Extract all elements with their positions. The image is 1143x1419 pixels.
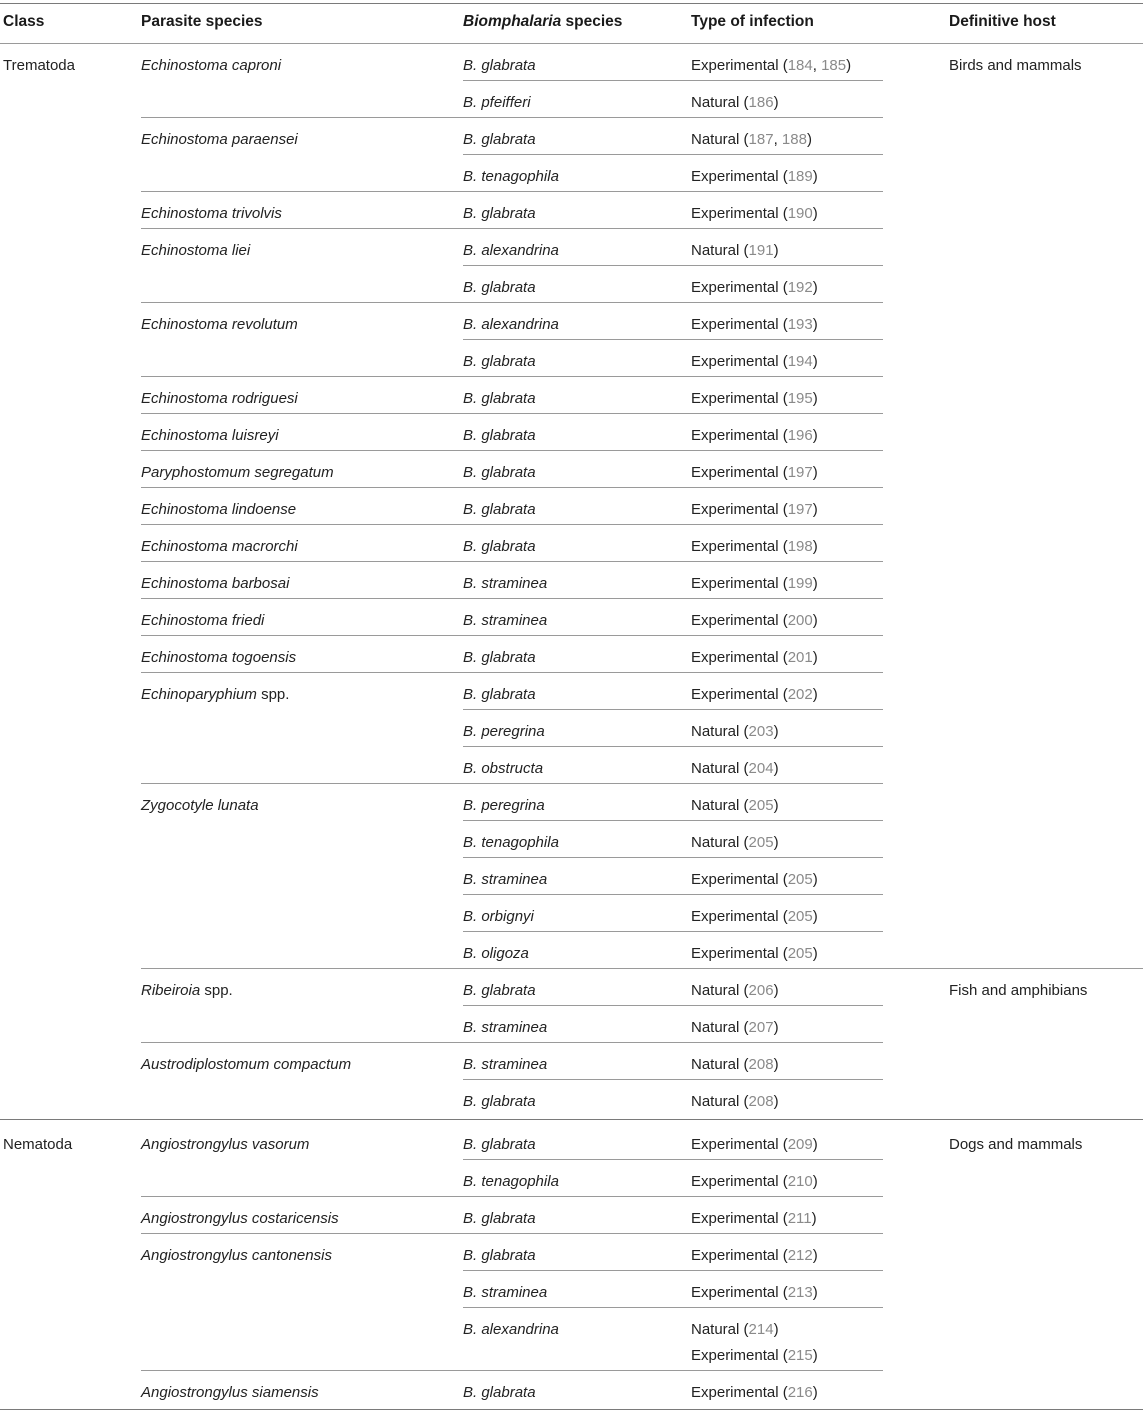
biomphalaria-species-cell: [463, 1210, 536, 1228]
biomphalaria-species-cell: [463, 168, 559, 186]
infection-type-cell: Experimental (205): [691, 871, 818, 888]
infection-type: Natural: [691, 1019, 740, 1036]
infection-type: Experimental: [691, 279, 779, 296]
parasite-species-name: Echinostoma barbosai: [141, 575, 290, 592]
row-separator: [141, 1370, 883, 1371]
infection-type: Natural: [691, 1093, 740, 1110]
parasite-species-cell: [141, 131, 298, 149]
biomphalaria-species-cell: [463, 1056, 547, 1074]
class-cell: [3, 1136, 72, 1154]
infection-type: Natural: [691, 242, 740, 259]
parasite-species-name: Paryphostomum segregatum: [141, 464, 334, 481]
row-separator: [141, 117, 883, 118]
infection-type: Natural: [691, 1056, 740, 1073]
biomphalaria-species-name: B. glabrata: [463, 57, 536, 74]
reference-number: 188: [781, 131, 807, 148]
parasite-species-cell: [141, 316, 298, 334]
parasite-species-name: Echinostoma friedi: [141, 612, 265, 629]
biomphalaria-species-name: B. tenagophila: [463, 834, 559, 851]
biomphalaria-species-name: B. alexandrina: [463, 316, 559, 333]
row-separator: [463, 154, 883, 155]
parasite-species-cell: [141, 1384, 319, 1402]
infection-type: Experimental: [691, 575, 779, 592]
biomphalaria-species-name: B. glabrata: [463, 1210, 536, 1227]
reference-number: 216: [787, 1384, 813, 1401]
header-biomphalaria-suffix: species: [561, 13, 623, 30]
infection-type-cell: Natural (203): [691, 723, 779, 740]
biomphalaria-species-cell: [463, 1247, 536, 1265]
infection-type: Experimental: [691, 501, 779, 518]
biomphalaria-species-name: B. tenagophila: [463, 1173, 559, 1190]
biomphalaria-species-cell: [463, 464, 536, 482]
row-separator: [141, 450, 883, 451]
reference-number: 205: [748, 834, 774, 851]
reference-number: 204: [748, 760, 774, 777]
biomphalaria-species-name: B. glabrata: [463, 1247, 536, 1264]
header-type-of-infection: Type of infection: [691, 13, 814, 30]
reference-number: 192: [787, 279, 813, 296]
infection-type: Natural: [691, 94, 740, 111]
biomphalaria-species-cell: [463, 427, 536, 445]
row-separator: [0, 1119, 1143, 1120]
biomphalaria-species-cell: [463, 57, 536, 75]
infection-type-cell: Experimental (190): [691, 205, 818, 222]
table-top-rule: [0, 3, 1143, 4]
biomphalaria-species-cell: [463, 1384, 536, 1402]
infection-type: Experimental: [691, 464, 779, 481]
parasite-species-cell: [141, 649, 296, 667]
biomphalaria-species-cell: [463, 612, 547, 630]
row-separator: [463, 894, 883, 895]
reference-number: 193: [787, 316, 813, 333]
class-label: Nematoda: [3, 1136, 73, 1153]
reference-number: 212: [787, 1247, 813, 1264]
parasite-species-cell: [141, 612, 264, 630]
biomphalaria-species-name: B. glabrata: [463, 205, 536, 222]
biomphalaria-species-name: B. straminea: [463, 612, 548, 629]
infection-type: Experimental: [691, 1136, 779, 1153]
parasite-species-name: Angiostrongylus costaricensis: [141, 1210, 339, 1227]
biomphalaria-species-name: B. glabrata: [463, 501, 536, 518]
reference-number: 197: [787, 501, 813, 518]
infection-type: Experimental: [691, 1384, 779, 1401]
infection-type-cell: Experimental (215): [691, 1347, 818, 1364]
parasite-species-suffix: spp.: [200, 982, 233, 999]
biomphalaria-species-name: B. glabrata: [463, 279, 536, 296]
reference-number: 197: [787, 464, 813, 481]
biomphalaria-species-name: B. glabrata: [463, 353, 536, 370]
infection-type: Experimental: [691, 427, 779, 444]
parasite-species-cell: [141, 390, 298, 408]
biomphalaria-species-name: B. straminea: [463, 871, 548, 888]
table-bottom-rule: [0, 1409, 1143, 1410]
infection-type-cell: Experimental (196): [691, 427, 818, 444]
biomphalaria-species-name: B. glabrata: [463, 649, 536, 666]
parasite-species-cell: [141, 538, 298, 556]
biomphalaria-species-name: B. oligoza: [463, 945, 529, 962]
parasite-species-name: Echinostoma macrorchi: [141, 538, 298, 555]
parasite-species-name: Echinostoma revolutum: [141, 316, 298, 333]
biomphalaria-species-name: B. glabrata: [463, 464, 536, 481]
biomphalaria-species-name: B. straminea: [463, 1019, 548, 1036]
biomphalaria-species-cell: [463, 945, 529, 963]
reference-number: 187: [748, 131, 774, 148]
biomphalaria-species-cell: [463, 538, 536, 556]
class-label: Trematoda: [3, 57, 75, 74]
reference-number: 198: [787, 538, 813, 555]
biomphalaria-species-cell: [463, 1321, 559, 1339]
infection-type: Experimental: [691, 1210, 779, 1227]
parasite-species-name: Ribeiroia: [141, 982, 201, 999]
infection-type-cell: Experimental (202): [691, 686, 818, 703]
infection-type-cell: Natural (205): [691, 834, 779, 851]
class-cell: [3, 57, 75, 75]
parasite-species-cell: [141, 205, 282, 223]
reference-number: 190: [787, 205, 813, 222]
row-separator: [141, 598, 883, 599]
reference-number: 205: [787, 908, 813, 925]
reference-number: 205: [748, 797, 774, 814]
row-separator: [463, 820, 883, 821]
infection-type: Experimental: [691, 908, 779, 925]
reference-number: 199: [787, 575, 813, 592]
parasite-species-name: Echinostoma paraensei: [141, 131, 298, 148]
biomphalaria-species-cell: [463, 908, 534, 926]
reference-number: 208: [748, 1056, 774, 1073]
biomphalaria-species-name: B. pfeifferi: [463, 94, 531, 111]
infection-type-cell: Natural (204): [691, 760, 779, 777]
infection-type-cell: Experimental (197): [691, 464, 818, 481]
infection-type: Natural: [691, 131, 740, 148]
row-separator: [463, 1307, 883, 1308]
biomphalaria-species-name: B. glabrata: [463, 390, 536, 407]
reference-number: 208: [748, 1093, 774, 1110]
biomphalaria-species-cell: [463, 982, 536, 1000]
row-separator: [463, 80, 883, 81]
infection-type-cell: Experimental (213): [691, 1284, 818, 1301]
row-separator: [141, 1233, 883, 1234]
biomphalaria-species-name: B. glabrata: [463, 686, 536, 703]
parasite-species-cell: [141, 982, 233, 1000]
infection-type-cell: Experimental (205): [691, 945, 818, 962]
infection-type: Experimental: [691, 353, 779, 370]
parasite-species-name: Echinostoma trivolvis: [141, 205, 282, 222]
parasite-species-name: Echinostoma togoensis: [141, 649, 297, 666]
biomphalaria-species-name: B. straminea: [463, 1284, 548, 1301]
parasite-species-cell: [141, 797, 259, 815]
infection-type-cell: Experimental (216): [691, 1384, 818, 1401]
infection-type: Natural: [691, 834, 740, 851]
reference-number: 184: [787, 57, 813, 74]
infection-type: Experimental: [691, 686, 779, 703]
biomphalaria-species-cell: [463, 1173, 559, 1191]
biomphalaria-species-name: B. straminea: [463, 1056, 548, 1073]
header-class: Class: [3, 13, 45, 30]
biomphalaria-species-name: B. glabrata: [463, 538, 536, 555]
reference-number: 210: [787, 1173, 813, 1190]
row-separator: [463, 709, 883, 710]
infection-type: Experimental: [691, 612, 779, 629]
infection-type-cell: Natural (191): [691, 242, 779, 259]
biomphalaria-species-name: B. peregrina: [463, 797, 545, 814]
infection-type: Natural: [691, 723, 740, 740]
biomphalaria-species-cell: [463, 649, 536, 667]
row-separator: [141, 1196, 883, 1197]
biomphalaria-species-cell: [463, 1019, 547, 1037]
reference-number: 202: [787, 686, 813, 703]
parasite-species-cell: [141, 57, 281, 75]
infection-type: Experimental: [691, 1347, 779, 1364]
biomphalaria-species-cell: [463, 501, 536, 519]
biomphalaria-species-cell: [463, 871, 547, 889]
reference-number: 201: [787, 649, 813, 666]
biomphalaria-species-name: B. alexandrina: [463, 1321, 559, 1338]
infection-type-cell: Experimental (195): [691, 390, 818, 407]
reference-number: 214: [748, 1321, 774, 1338]
parasite-species-name: Echinostoma liei: [141, 242, 251, 259]
parasite-species-name: Angiostrongylus cantonensis: [141, 1247, 332, 1264]
biomphalaria-species-name: B. straminea: [463, 575, 548, 592]
parasite-species-name: Austrodiplostomum compactum: [141, 1056, 352, 1073]
parasite-species-name: Zygocotyle lunata: [141, 797, 259, 814]
infection-type-cell: Natural (186): [691, 94, 779, 111]
infection-type-cell: Natural (205): [691, 797, 779, 814]
biomphalaria-species-name: B. glabrata: [463, 131, 536, 148]
biomphalaria-species-cell: [463, 1136, 536, 1154]
biomphalaria-species-cell: [463, 131, 536, 149]
biomphalaria-species-cell: [463, 205, 536, 223]
reference-number: 207: [748, 1019, 774, 1036]
row-separator: [141, 783, 883, 784]
row-separator: [141, 524, 883, 525]
header-parasite-species: Parasite species: [141, 13, 263, 30]
biomphalaria-species-cell: [463, 242, 559, 260]
parasite-species-name: Angiostrongylus siamensis: [141, 1384, 319, 1401]
row-separator: [141, 228, 883, 229]
parasite-species-name: Echinostoma rodriguesi: [141, 390, 298, 407]
biomphalaria-species-name: B. glabrata: [463, 1136, 536, 1153]
reference-number: 194: [787, 353, 813, 370]
reference-number: 211: [787, 1210, 812, 1227]
biomphalaria-species-name: B. peregrina: [463, 723, 545, 740]
parasite-species-cell: [141, 242, 250, 260]
infection-type: Natural: [691, 1321, 740, 1338]
infection-type: Natural: [691, 982, 740, 999]
reference-number: 205: [787, 945, 813, 962]
row-separator: [141, 191, 883, 192]
infection-type: Experimental: [691, 57, 779, 74]
biomphalaria-species-name: B. obstructa: [463, 760, 544, 777]
biomphalaria-species-cell: [463, 94, 531, 112]
biomphalaria-species-cell: [463, 797, 545, 815]
infection-type: Experimental: [691, 390, 779, 407]
biomphalaria-species-cell: [463, 279, 536, 297]
biomphalaria-species-cell: [463, 316, 559, 334]
infection-type-cell: Experimental (198): [691, 538, 818, 555]
infection-type: Experimental: [691, 649, 779, 666]
infection-type: Experimental: [691, 316, 779, 333]
biomphalaria-species-cell: [463, 575, 547, 593]
reference-number: 189: [787, 168, 813, 185]
parasite-species-cell: [141, 686, 289, 704]
biomphalaria-species-cell: [463, 390, 536, 408]
reference-number: 215: [787, 1347, 813, 1364]
reference-number: 213: [787, 1284, 813, 1301]
infection-type: Experimental: [691, 1247, 779, 1264]
row-separator: [141, 376, 883, 377]
parasite-species-name: Echinostoma luisreyi: [141, 427, 279, 444]
definitive-host: Fish and amphibians: [949, 982, 1088, 999]
biomphalaria-species-cell: [463, 723, 545, 741]
row-separator: [141, 302, 883, 303]
row-separator: [463, 931, 883, 932]
biomphalaria-species-cell: [463, 686, 536, 704]
parasite-species-name: Angiostrongylus vasorum: [141, 1136, 310, 1153]
definitive-host-cell: [949, 57, 1082, 75]
definitive-host: Birds and mammals: [949, 57, 1082, 74]
infection-type-cell: Natural (208): [691, 1056, 779, 1073]
parasite-species-cell: [141, 1056, 351, 1074]
definitive-host: Dogs and mammals: [949, 1136, 1083, 1153]
definitive-host-cell: [949, 1136, 1082, 1154]
infection-type-cell: Experimental (212): [691, 1247, 818, 1264]
header-definitive-host: Definitive host: [949, 13, 1056, 30]
infection-type-cell: Natural (207): [691, 1019, 779, 1036]
infection-type: Natural: [691, 797, 740, 814]
infection-type-cell: Experimental (184, 185): [691, 57, 852, 74]
infection-type-cell: Experimental (193): [691, 316, 818, 333]
biomphalaria-species-name: B. glabrata: [463, 1093, 536, 1110]
parasite-species-suffix: spp.: [256, 686, 290, 703]
reference-number: 195: [787, 390, 813, 407]
infection-type: Experimental: [691, 1284, 779, 1301]
infection-type-cell: Experimental (211): [691, 1210, 817, 1227]
biomphalaria-species-cell: [463, 1093, 536, 1111]
parasite-species-cell: [141, 575, 289, 593]
biomphalaria-species-name: B. glabrata: [463, 1384, 536, 1401]
infection-type-cell: Experimental (209): [691, 1136, 818, 1153]
parasite-species-name: Echinoparyphium: [141, 686, 257, 703]
infection-type-cell: Experimental (194): [691, 353, 818, 370]
row-separator: [141, 1042, 883, 1043]
parasite-species-cell: [141, 1210, 339, 1228]
parasite-species-cell: [141, 427, 279, 445]
row-separator: [463, 746, 883, 747]
reference-number: 200: [787, 612, 813, 629]
infection-type-cell: Natural (187, 188): [691, 131, 812, 148]
row-separator: [463, 265, 883, 266]
infection-type: Experimental: [691, 945, 779, 962]
reference-number: 191: [748, 242, 774, 259]
parasite-species-cell: [141, 1247, 332, 1265]
header-bottom-rule: [0, 43, 1143, 44]
reference-number: 206: [748, 982, 774, 999]
parasite-species-cell: [141, 1136, 309, 1154]
infection-type-cell: Experimental (199): [691, 575, 818, 592]
biomphalaria-species-cell: [463, 760, 543, 778]
infection-type-cell: Experimental (205): [691, 908, 818, 925]
infection-type: Experimental: [691, 168, 779, 185]
parasite-species-cell: [141, 464, 334, 482]
infection-type: Experimental: [691, 205, 779, 222]
row-separator: [141, 968, 1143, 969]
biomphalaria-species-name: B. alexandrina: [463, 242, 559, 259]
biomphalaria-species-cell: [463, 1284, 547, 1302]
parasite-species-name: Echinostoma caproni: [141, 57, 282, 74]
infection-type-cell: Experimental (201): [691, 649, 818, 666]
biomphalaria-species-name: B. orbignyi: [463, 908, 534, 925]
reference-number: 209: [787, 1136, 813, 1153]
infection-type-cell: Experimental (192): [691, 279, 818, 296]
row-separator: [463, 1159, 883, 1160]
biomphalaria-species-cell: [463, 834, 559, 852]
reference-number: 196: [787, 427, 813, 444]
infection-type: Experimental: [691, 871, 779, 888]
reference-number: 203: [748, 723, 774, 740]
infection-type: Experimental: [691, 1173, 779, 1190]
header-biomphalaria-genus: Biomphalaria: [463, 13, 562, 30]
row-separator: [463, 339, 883, 340]
row-separator: [141, 413, 883, 414]
row-separator: [141, 672, 883, 673]
row-separator: [141, 561, 883, 562]
row-separator: [141, 487, 883, 488]
infection-type: Experimental: [691, 538, 779, 555]
biomphalaria-species-name: B. tenagophila: [463, 168, 559, 185]
row-separator: [463, 1270, 883, 1271]
infection-type-cell: Natural (206): [691, 982, 779, 999]
reference-number: 186: [748, 94, 774, 111]
reference-number: 185: [821, 57, 847, 74]
parasite-species-name: Echinostoma lindoense: [141, 501, 297, 518]
infection-type-cell: Experimental (197): [691, 501, 818, 518]
biomphalaria-species-name: B. glabrata: [463, 982, 536, 999]
infection-type-cell: Natural (214): [691, 1321, 779, 1338]
infection-type-cell: Experimental (189): [691, 168, 818, 185]
biomphalaria-species-name: B. glabrata: [463, 427, 536, 444]
parasite-species-cell: [141, 501, 296, 519]
infection-type-cell: Experimental (200): [691, 612, 818, 629]
definitive-host-cell: [949, 982, 1087, 1000]
row-separator: [463, 857, 883, 858]
infection-type-cell: Natural (208): [691, 1093, 779, 1110]
row-separator: [463, 1005, 883, 1006]
header-biomphalaria-species: [463, 13, 622, 31]
biomphalaria-species-cell: [463, 353, 536, 371]
infection-type: Natural: [691, 760, 740, 777]
reference-number: 205: [787, 871, 813, 888]
infection-type-cell: Experimental (210): [691, 1173, 818, 1190]
row-separator: [463, 1079, 883, 1080]
row-separator: [141, 635, 883, 636]
